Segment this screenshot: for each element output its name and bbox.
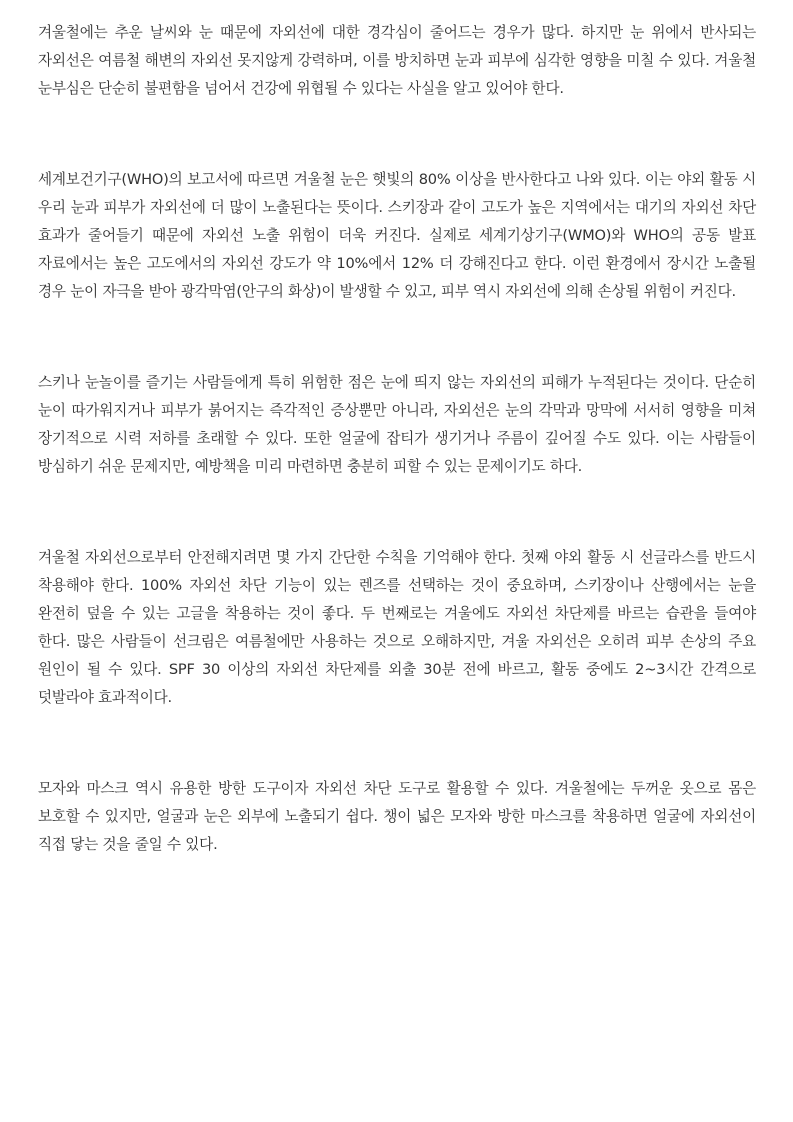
paragraph-cumulative-damage: 스키나 눈놀이를 즐기는 사람들에게 특히 위험한 점은 눈에 띄지 않는 자외선의 피해가 누적된다는 것이다. 단순히 눈이 따가워지거나 피부가 붉어지는 즉각적인 증상뿐만 아니라, 자외선은 눈의 각막과 망막에 서서히 영향을 미쳐 장기적으로 시력 저하를 초래할 수 있다. 또한 얼굴에 잡티가 생기거나 주름이 깊어질 수도 있다. 이는 사람들이 방심하기 쉬운 문제지만, 예방책을 미리 마련하면 충분히 피할 수 있는 문제이기도 하다.: [38, 374, 756, 475]
article-body: [38, 19, 756, 922]
paragraph-hat-mask: 모자와 마스크 역시 유용한 방한 도구이자 자외선 차단 도구로 활용할 수 있다. 겨울철에는 두꺼운 옷으로 몸은 보호할 수 있지만, 얼굴과 눈은 외부에 노출되기 쉽다. 챙이 넓은 모자와 방한 마스크를 착용하면 얼굴에 자외선이 직접 닿는 것을 줄일 수 있다.: [38, 780, 756, 853]
paragraph-intro: 겨울철에는 추운 날씨와 눈 때문에 자외선에 대한 경각심이 줄어드는 경우가 많다. 하지만 눈 위에서 반사되는 자외선은 여름철 해변의 자외선 못지않게 강력하며, 이를 방치하면 눈과 피부에 심각한 영향을 미칠 수 있다. 겨울철 눈부심은 단순히 불편함을 넘어서 건강에 위협될 수 있다는 사실을 알고 있어야 한다.: [38, 24, 756, 97]
paragraph-who-report: 세계보건기구(WHO)의 보고서에 따르면 겨울철 눈은 햇빛의 80% 이상을 반사한다고 나와 있다. 이는 야외 활동 시 우리 눈과 피부가 자외선에 더 많이 노출된다는 뜻이다. 스키장과 같이 고도가 높은 지역에서는 대기의 자외선 차단 효과가 줄어들기 때문에 자외선 노출 위험이 더욱 커진다. 실제로 세계기상기구(WMO)와 WHO의 공동 발표 자료에서는 높은 고도에서의 자외선 강도가 약 10%에서 12% 더 강해진다고 한다. 이런 환경에서 장시간 노출될 경우 눈이 자극을 받아 광각막염(안구의 화상)이 발생할 수 있고, 피부 역시 자외선에 의해 손상될 위험이 커진다.: [38, 171, 756, 300]
paragraph-safety-rules: 겨울철 자외선으로부터 안전해지려면 몇 가지 간단한 수칙을 기억해야 한다. 첫째 야외 활동 시 선글라스를 반드시 착용해야 한다. 100% 자외선 차단 기능이 있는 렌즈를 선택하는 것이 중요하며, 스키장이나 산행에서는 눈을 완전히 덮을 수 있는 고글을 착용하는 것이 좋다. 두 번째로는 겨울에도 자외선 차단제를 바르는 습관을 들여야 한다. 많은 사람들이 선크림은 여름철에만 사용하는 것으로 오해하지만, 겨울 자외선은 오히려 피부 손상의 주요 원인이 될 수 있다. SPF 30 이상의 자외선 차단제를 외출 30분 전에 바르고, 활동 중에도 2~3시간 간격으로 덧발라야 효과적이다.: [38, 549, 756, 706]
